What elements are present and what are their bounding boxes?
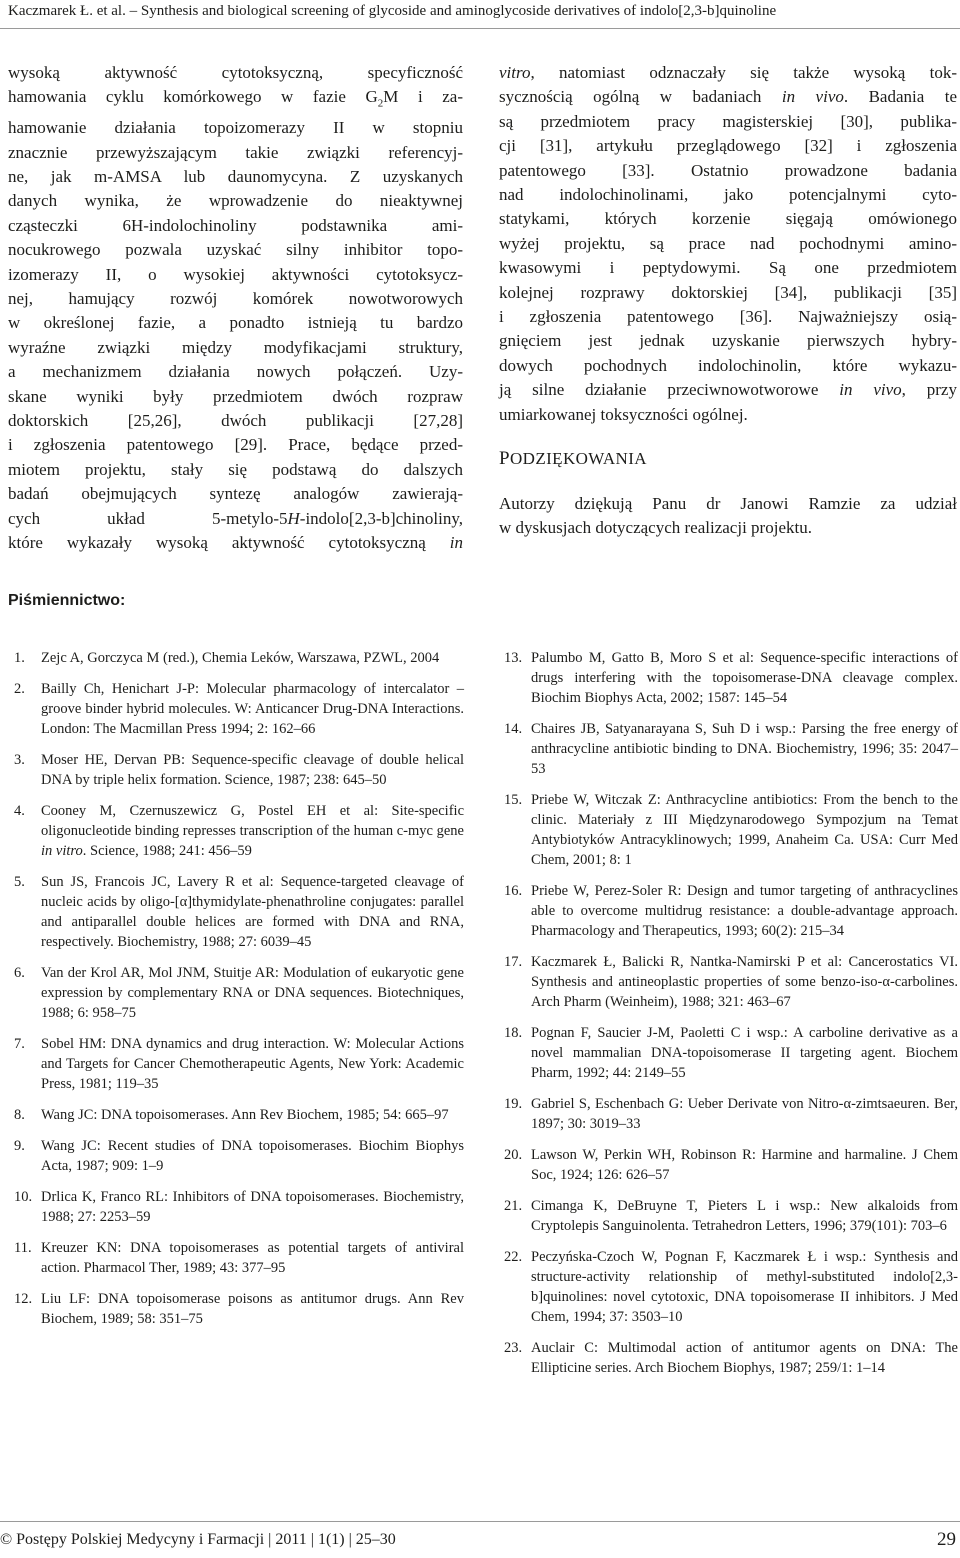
reference-item: 10. Drlica K, Franco RL: Inhibitors of DNA topoisomerases. Biochemistry, 1988; 27: 2253–59: [14, 1189, 464, 1225]
body-line: i zgłoszenia patentowego [29]. Prace, będące przed-: [8, 435, 463, 455]
body-line: gnięciem jest jednak uzyskanie pierwszych hybry-: [499, 331, 957, 351]
reference-item: 6. Van der Krol AR, Mol JNM, Stuitje AR: Modulation of eukaryotic gene expression by complementary RNA or DNA sequences. Biotechniques, 1988; 6: 958–75: [14, 965, 464, 1021]
running-header: Kaczmarek Ł. et al. – Synthesis and biological screening of glycoside and aminoglycoside derivatives of indolo[2,3-b]quinoline: [8, 3, 777, 19]
reference-item: 9. Wang JC: Recent studies of DNA topoisomerases. Biochim Biophys Acta, 1987; 909: 1–9: [14, 1138, 464, 1174]
references-heading: Piśmiennictwo:: [8, 592, 126, 609]
reference-item: 13. Palumbo M, Gatto B, Moro S et al: Sequence-specific interactions of drugs interfering with the topoisomerase-DNA cleavage complex. Biochim Biophys Acta, 2002; 1587: 145–54: [504, 650, 958, 706]
body-line: skane wyniki były przedmiotem dwóch rozpraw: [8, 386, 463, 406]
body-line: sycznością ogólną w badaniach in vivo. Badania te: [499, 87, 958, 107]
page-number: 29: [937, 1529, 956, 1550]
reference-item: 3. Moser HE, Dervan PB: Sequence-specific cleavage of double helical DNA by triple helix formation. Science, 1987; 238: 645–50: [14, 752, 464, 788]
body-line: w określonej fazie, a ponadto istnieją tu bardzo: [8, 313, 463, 333]
reference-item: 20. Lawson W, Perkin WH, Robinson R: Harmine and harmaline. J Chem Soc, 1924; 126: 626–57: [504, 1147, 958, 1183]
references-list-left: [14, 648, 464, 1340]
reference-item: 4. Cooney M, Czernuszewicz G, Postel EH et al: Site-specific oligonucleotide binding represses transcription of the human c-myc gene in vitro. Science, 1988; 241: 456–59: [14, 803, 464, 859]
reference-item: 21. Cimanga K, DeBruyne T, Pieters L i wsp.: New alkaloids from Cryptolepis Sanguinolenta. Tetrahedron Letters, 1996; 379(101): 703–6: [504, 1198, 958, 1234]
body-line: kwasowymi i peptydowymi. Są one przedmiotem: [499, 258, 957, 278]
acknowledgements-line: Autorzy dziękują Panu dr Janowi Ramzie za udział: [499, 493, 957, 513]
reference-item: 16. Priebe W, Perez-Soler R: Design and tumor targeting of anthracyclines able to overcome multidrug resistance: a double-advantage approach. Pharmacology and Therapeutics, 1993; 60(2): 215–34: [504, 883, 958, 939]
references-list-right: [504, 648, 958, 1389]
reference-item: 2. Bailly Ch, Henichart J-P: Molecular pharmacology of intercalator – groove binder hybrid molecules. W: Anticancer Drug-DNA Interactions. London: The Macmillan Press 1994; 2: 162–66: [14, 681, 464, 737]
body-line: miotem projektu, stały się podstawą do dalszych: [8, 459, 463, 479]
journal-citation: © Postępy Polskiej Medycyny i Farmacji | 2011 | 1(1) | 25–30: [0, 1531, 396, 1548]
reference-item: 5. Sun JS, Francois JC, Lavery R et al: Sequence-targeted cleavage of nucleic acids by oligo-[α]thymidylate-phenathroline conjugates: parallel and antiparallel double helices are formed with DNA and RNA, respectively. Biochemistry, 1988; 27: 6039–45: [14, 874, 464, 950]
body-line: nad indolochinolinami, jako potencjalnymi cyto-: [499, 185, 957, 205]
body-line: hamowanie działania topoizomerazy II w stopniu: [8, 118, 463, 138]
reference-item: 12. Liu LF: DNA topoisomerase poisons as antitumor drugs. Ann Rev Biochem, 1989; 58: 351–75: [14, 1291, 464, 1327]
reference-item: 15. Priebe W, Witczak Z: Anthracycline antibiotics: From the bench to the clinic. Materiały z III Międzynarodowego Sympozjum na Temat Antybiotyków Antracyklinowych; 1999, Anaheim Ca. USA: Curr Med Chem, 2001; 8: 1: [504, 792, 958, 868]
body-line: cji [31], artykułu przeglądowego [32] i zgłoszenia: [499, 136, 957, 156]
body-line: nej, hamujący rozwój komórek nowotworowych: [8, 289, 463, 309]
reference-item: 14. Chaires JB, Satyanarayana S, Suh D i wsp.: Parsing the free energy of anthracycline antibiotic binding to DNA. Biochemistry, 1996; 35: 2047–53: [504, 721, 958, 777]
body-line: ją silne działanie przeciwnowotworowe in vivo, przy: [499, 380, 957, 400]
body-line: wyżej projektu, są prace nad pochodnymi amino-: [499, 233, 957, 253]
reference-item: 23. Auclair C: Multimodal action of antitumor agents on DNA: The Ellipticine series. Arch Biochem Biophys, 1987; 259/1: 1–14: [504, 1340, 958, 1376]
header-divider: [0, 28, 960, 29]
body-line: badań obejmujących syntezę analogów zawierają-: [8, 484, 463, 504]
reference-item: 17. Kaczmarek Ł, Balicki R, Nantka-Namirski P et al: Cancerostatics VI. Synthesis and antineoplastic properties of some benzo-iso-α-carbolines. Arch Pharm (Weinheim), 1988; 321: 463–67: [504, 954, 958, 1010]
body-line: vitro, natomiast odznaczały się także wysoką tok-: [499, 63, 957, 82]
reference-item: 22. Peczyńska-Czoch W, Pognan F, Kaczmarek Ł i wsp.: Synthesis and structure-activity relationship of methyl-substituted indolo[2,3-b]quinolines: novel cytotoxic, DNA topoisomerase II inhibitors. J Med Chem, 1994; 37: 3503–10: [504, 1249, 958, 1325]
body-line: cych układ 5-metylo-5H-indolo[2,3-b]chinoliny,: [8, 508, 463, 528]
reference-item: 8. Wang JC: DNA topoisomerases. Ann Rev Biochem, 1985; 54: 665–97: [14, 1107, 449, 1123]
body-column-right: [499, 61, 957, 540]
body-line: a mechanizmem działania nowych połączeń. Uzy-: [8, 362, 463, 382]
body-line: wyraźne związki między modyfikacjami struktury,: [8, 337, 463, 357]
body-line: nocukrowego pozwala uzyskać silny inhibitor topo-: [8, 240, 463, 260]
body-line: wysoką aktywność cytotoksyczną, specyficzność: [8, 63, 463, 82]
body-line: umiarkowanej toksyczności ogólnej.: [499, 404, 748, 424]
reference-item: 7. Sobel HM: DNA dynamics and drug interaction. W: Molecular Actions and Targets for Cancer Chemotherapeutic Agents, New York: Academic Press, 1981; 119–35: [14, 1036, 464, 1092]
reference-item: 1. Zejc A, Gorczyca M (red.), Chemia Leków, Warszawa, PZWL, 2004: [14, 650, 440, 666]
body-line: dowych pochodnych indolochinolin, które wykazu-: [499, 355, 957, 375]
body-line: patentowego [33]. Ostatnio prowadzone badania: [499, 160, 957, 180]
body-column-left: [8, 61, 463, 556]
body-line: kolejnej rozprawy doktorskiej [34], publikacji [35]: [499, 282, 957, 302]
body-line: cząsteczki 6H-indolochinoliny podstawnika ami-: [8, 215, 463, 235]
reference-item: 11. Kreuzer KN: DNA topoisomerases as potential targets of antiviral action. Pharmacol Ther, 1989; 43: 377–95: [14, 1240, 464, 1276]
body-line: są przedmiotem pracy magisterskiej [30], publika-: [499, 111, 957, 131]
body-line: hamowania cyklu komórkowego w fazie $G_2M$ i za-: [8, 87, 463, 110]
body-line: izomerazy II, o wysokiej aktywności cytotoksycz-: [8, 264, 463, 284]
body-line: znacznie przewyższającym takie związki referencyj-: [8, 142, 463, 162]
acknowledgements-heading: PODZIĘKOWANIA: [499, 448, 647, 470]
body-line: ne, jak m-AMSA lub daunomycyna. Z uzyskanych: [8, 167, 463, 187]
reference-item: 19. Gabriel S, Eschenbach G: Ueber Derivate von Nitro-α-zimtsaeuren. Ber, 1897; 30: 3019–33: [504, 1096, 958, 1132]
footer-divider: [0, 1521, 960, 1522]
body-line: i zgłoszenia patentowego [36]. Najważniejszy osią-: [499, 307, 957, 327]
body-line: statykami, których korzenie sięgają omówionego: [499, 209, 957, 229]
body-line: danych wynika, że wprowadzenie do nieaktywnej: [8, 191, 463, 211]
acknowledgements-line: w dyskusjach dotyczących realizacji projektu.: [499, 517, 812, 537]
body-line: które wykazały wysoką aktywność cytotoksyczną in: [8, 533, 463, 553]
body-line: doktorskich [25,26], dwóch publikacji [27,28]: [8, 411, 463, 431]
reference-item: 18. Pognan F, Saucier J-M, Paoletti C i wsp.: A carboline derivative as a novel mammalian DNA-topoisomerase II targeting agent. Biochem Pharm, 1992; 44: 2149–55: [504, 1025, 958, 1081]
